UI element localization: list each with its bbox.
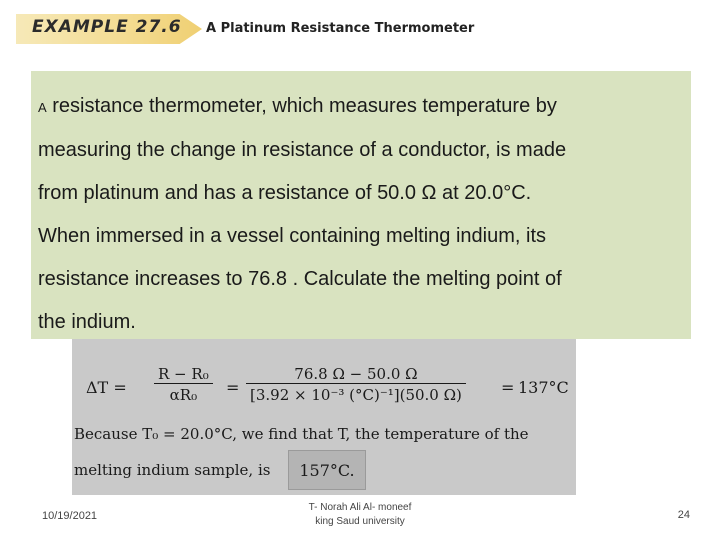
footer-date: 10/19/2021 [42, 510, 98, 522]
problem-statement-box [31, 71, 691, 339]
values-numerator: 76.8 Ω − 50.0 Ω [294, 365, 418, 383]
problem-line-6: the indium. [38, 311, 136, 333]
problem-line-3: from platinum and has a resistance of 50.0 Ω at 20.0°C. [38, 182, 532, 204]
footer-author-block [260, 501, 460, 529]
delta-t-result: 137°C [518, 378, 569, 397]
problem-first-letter: A [38, 100, 47, 115]
fraction-formula [154, 365, 213, 404]
solution-panel [72, 347, 576, 495]
problem-line-2: measuring the change in resistance of a conductor, is made [38, 139, 567, 161]
example-label: EXAMPLE 27.6 [32, 17, 182, 37]
problem-line-1 [38, 85, 691, 129]
problem-line-1-text: resistance thermometer, which measures temperature by [46, 95, 557, 117]
delta-t-symbol: ΔT = [86, 378, 127, 397]
answer-box: 157°C. [288, 450, 366, 490]
values-denominator: [3.92 × 10⁻³ (°C)⁻¹](50.0 Ω) [246, 383, 466, 404]
footer-page-number: 24 [677, 509, 690, 521]
problem-line-4: When immersed in a vessel containing melting indium, its [38, 225, 546, 247]
equals-sign-2: = [226, 378, 240, 397]
fraction-values [246, 365, 466, 404]
because-line-1: Because T₀ = 20.0°C, we find that T, the temperature of the [74, 425, 529, 443]
footer-institution: king Saud university [315, 516, 405, 527]
example-title: A Platinum Resistance Thermometer [206, 21, 475, 36]
formula-denominator: αR₀ [154, 383, 213, 404]
formula-numerator: R − R₀ [158, 365, 209, 383]
equation-row [86, 359, 569, 415]
because-line-2: melting indium sample, is [74, 461, 271, 479]
equals-sign-3: = [501, 378, 515, 397]
problem-line-5: resistance increases to 76.8 . Calculate the melting point of [38, 268, 562, 290]
footer-author: T- Norah Ali Al- moneef [308, 502, 412, 513]
